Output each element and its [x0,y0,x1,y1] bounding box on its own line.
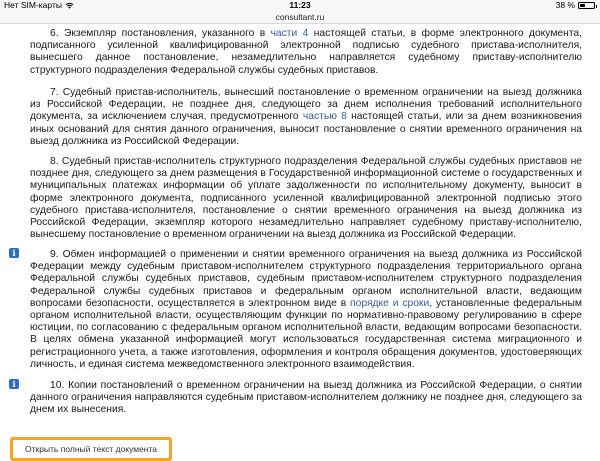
paragraph-10-text: 10. Копии постановлений о временном ограничении на выезд должника из Российской Федерации, о снятии данного ограничения направляются судебным приставом-исполнителем должнику не позднее дня, следующего за днем их вынесения. [30,380,582,416]
document-content[interactable] [0,24,600,454]
info-icon[interactable]: i [9,248,19,258]
status-right [556,0,595,11]
battery-icon [578,2,595,9]
paragraph-7-text-cont: настоящей статьи, или за днем возникновения иных оснований для снятия данного ограничения, выносит постановление о снятии временного ограничения на выезд должника из Российской Федерации. [30,111,582,147]
battery-percent: 38 % [555,0,575,10]
paragraph-8 [30,156,582,241]
ios-status-bar [0,0,600,11]
link-part-8[interactable]: частью 8 [302,111,347,123]
paragraph-8-text: 8. Судебный пристав-исполнитель структурного подразделения Федеральной службы судебных приставов не позднее дня, следующего за днем размещения в Государственной информационной системе о государственных и муниципальных платежах информации об уплате задолженности по исполнительному документу, выносит в форме электронного документа, подписанного усиленной квалифицированной электронной подписью этого судебного пристава-исполнителя, постановление о снятии временного ограничения на выезд должника из Российской Федерации, экземпляр которого незамедлительно направляет судебному приставу-исполнителю, вынесшему постановление о временном ограничении на выезд должника из Российской Федерации. [30,156,582,241]
url-text[interactable]: consultant.ru [275,12,325,22]
paragraph-6-text: 6. Экземпляр постановления, указанного в [50,28,271,39]
paragraph-7-text: 7. Судебный пристав-исполнитель, вынесший постановление о временном ограничении на выезд должника из Российской Федерации, не позднее дня, следующего за днем исполнения требований исполнительного документа, за исключением случая, предусмотренного [30,87,582,123]
paragraph-7 [30,87,582,148]
open-full-text-button[interactable] [10,437,172,461]
link-part-4[interactable]: части 4 [270,28,309,39]
address-bar[interactable] [0,11,600,24]
info-icon[interactable]: i [9,379,19,389]
paragraph-6-text-cont: настоящей статьи, в форме электронного документа, подписанного усиленной квалифицированной электронной подписью судебного пристава-исполнителя, вынесшего данное постановление, незамедлительно направляется судебному приставу-исполнителю структурного подразделения Федеральной службы судебных приставов. [30,28,583,76]
paragraph-6 [30,28,582,77]
battery-fill [580,4,585,7]
paragraph-9 [30,249,582,371]
open-full-text-label[interactable]: Открыть полный текст документа [13,440,169,458]
status-time: 11:23 [289,0,311,10]
paragraph-9-text-cont: , установленные федеральным органом исполнительной власти, осуществляющим функции по нормативно-правовому регулированию в сфере юстиции, по согласованию с федеральным органом исполнительной власти, ведающим вопросами безопасности. В целях обмена указанной информацией могут использоваться государственная система миграционного и регистрационного учета, а также изготовления, оформления и контроля обращения документов, удостоверяющих личность, и единая система межведомственного электронного взаимодействия. [30,297,582,370]
carrier-label: Нет SIM-карты [4,0,62,10]
link-procedure-and-terms[interactable]: порядке и сроки [350,297,430,309]
paragraph-10 [30,380,582,417]
paragraph-9-text: 9. Обмен информацией о применении и снятии временного ограничения на выезд должника из Российской Федерации между судебным приставом-исполнителем структурного подразделения территориального органа Федеральной службы судебных приставов, судебным приставом-исполнителем структурного подразделения Федеральной службы судебных приставов и федеральным органом исполнительной власти, ведающим вопросами безопасности, осуществляется в электронном виде в [30,249,582,309]
